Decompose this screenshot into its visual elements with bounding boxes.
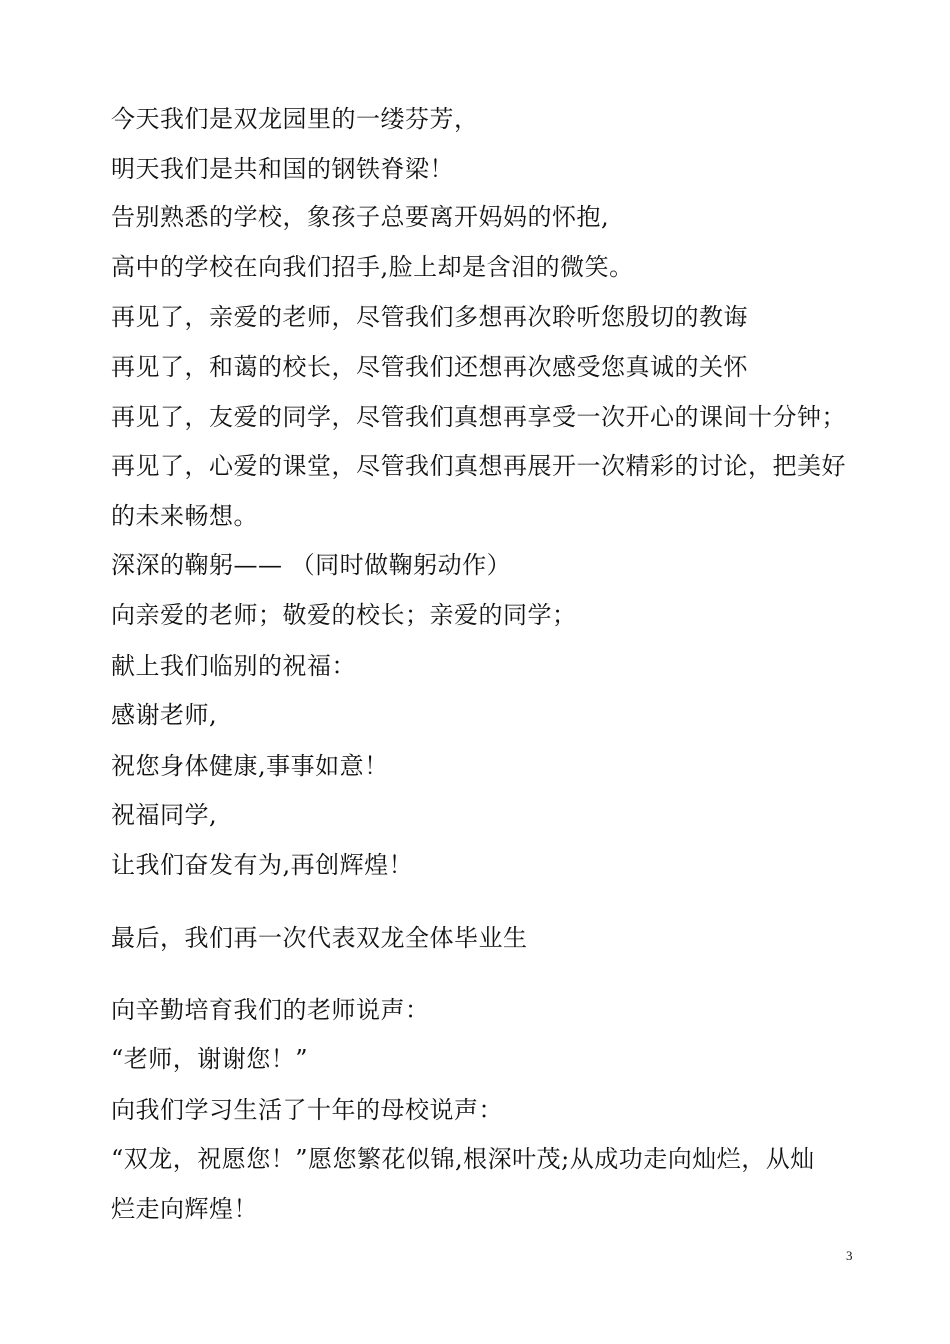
text-line: 最后，我们再一次代表双龙全体毕业生: [111, 924, 528, 952]
text-line: 再见了，和蔼的校长，尽管我们还想再次感受您真诚的关怀: [111, 353, 748, 381]
text-line: 烂走向辉煌！: [111, 1195, 258, 1223]
text-line: 让我们奋发有为,再创辉煌！: [111, 851, 414, 879]
text-line: 深深的鞠躬—— （同时做鞠躬动作）: [111, 551, 512, 579]
page-number: 3: [846, 1248, 853, 1263]
text-line: 祝福同学,: [111, 801, 218, 829]
text-line: 高中的学校在向我们招手,脸上却是含泪的微笑。: [111, 253, 634, 281]
text-line: 再见了，心爱的课堂，尽管我们真想再展开一次精彩的讨论，把美好: [111, 452, 846, 480]
text-line: 明天我们是共和国的钢铁脊梁！: [111, 155, 454, 183]
text-line: 今天我们是双龙园里的一缕芬芳，: [111, 105, 479, 133]
text-line: 的未来畅想。: [111, 502, 258, 530]
text-line: 感谢老师,: [111, 701, 218, 729]
text-line: 祝您身体健康,事事如意！: [111, 752, 389, 780]
text-line: 献上我们临别的祝福：: [111, 652, 356, 680]
text-line: 向辛勤培育我们的老师说声：: [111, 996, 430, 1024]
text-line: 告别熟悉的学校，象孩子总要离开妈妈的怀抱,: [111, 203, 610, 231]
text-line: “双龙，祝愿您！”愿您繁花似锦,根深叶茂;从成功走向灿烂，从灿: [111, 1145, 815, 1173]
text-line: 向亲爱的老师；敬爱的校长；亲爱的同学；: [111, 601, 577, 629]
text-line: 再见了，亲爱的老师，尽管我们多想再次聆听您殷切的教诲: [111, 303, 748, 331]
text-line: 再见了，友爱的同学，尽管我们真想再享受一次开心的课间十分钟；: [111, 403, 846, 431]
text-line: “老师，谢谢您！”: [111, 1045, 309, 1073]
text-line: 向我们学习生活了十年的母校说声：: [111, 1096, 503, 1124]
